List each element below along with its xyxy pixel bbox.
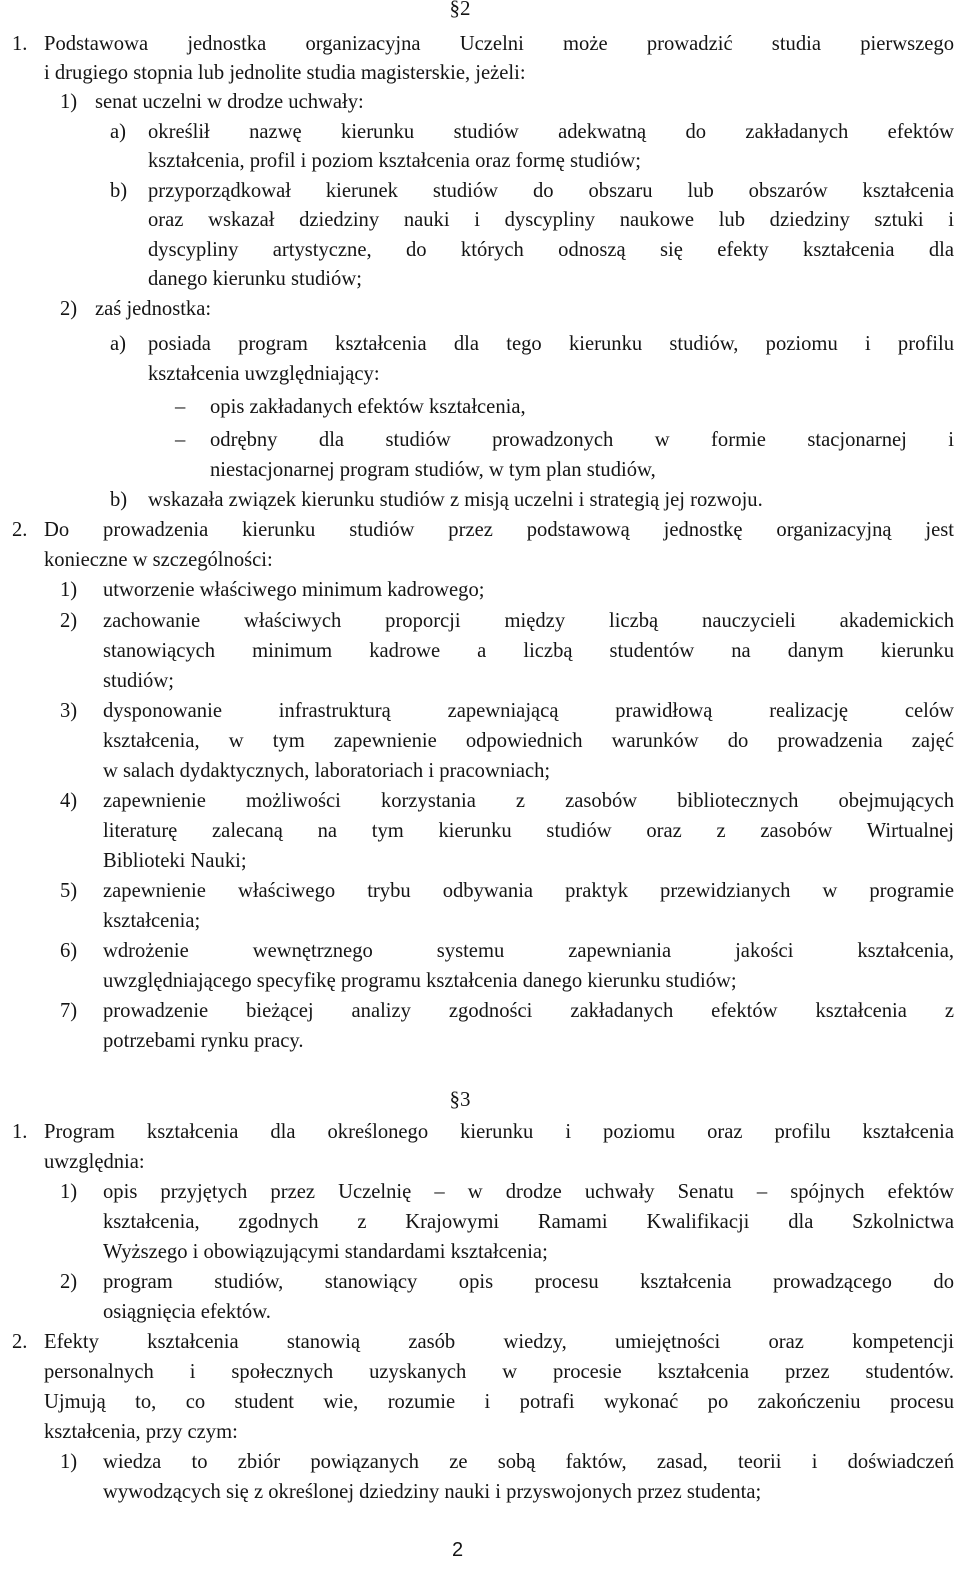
- text-line: zaś jednostka:: [95, 298, 212, 320]
- text-line: zapewnienie właściwego trybu odbywania praktyk przewidzianych w programie: [103, 880, 954, 902]
- item-letter: b): [110, 180, 128, 202]
- text-line: Do prowadzenia kierunku studiów przez podstawową jednostkę organizacyjną jest: [44, 519, 954, 541]
- text-line: osiągnięcia efektów.: [103, 1301, 271, 1323]
- text-line: personalnych i społecznych uzyskanych w procesie kształcenia przez studentów.: [44, 1361, 954, 1383]
- item-number: 6): [60, 940, 78, 962]
- paragraph-number: 2.: [12, 1331, 28, 1353]
- paragraph-number: 2.: [12, 519, 28, 541]
- text-line: Wyższego i obowiązującymi standardami kształcenia;: [103, 1241, 548, 1263]
- text-line: przyporządkował kierunek studiów do obszaru lub obszarów kształcenia: [148, 180, 954, 202]
- text-line: Podstawowa jednostka organizacyjna Uczelni może prowadzić studia pierwszego: [44, 33, 954, 55]
- item-number: 1): [60, 1181, 78, 1203]
- text-line: oraz wskazał dziedziny nauki i dyscypliny naukowe lub dziedziny sztuki i: [148, 209, 954, 231]
- text-line: wywodzących się z określonej dziedziny nauki i przyswojonych przez studenta;: [103, 1481, 762, 1503]
- text-line: wskazała związek kierunku studiów z misją uczelni i strategią jej rozwoju.: [148, 489, 763, 511]
- text-line: stanowiących minimum kadrowe a liczbą studentów na danym kierunku: [103, 640, 954, 662]
- text-line: dyscypliny artystyczne, do których odnoszą się efekty kształcenia dla: [148, 239, 954, 261]
- text-line: studiów;: [103, 670, 174, 692]
- item-number: 7): [60, 1000, 78, 1022]
- text-line: uwzględnia:: [44, 1151, 145, 1173]
- text-line: kształcenia, w tym zapewnienie odpowiednich warunków do prowadzenia zajęć: [103, 730, 954, 752]
- text-line: program studiów, stanowiący opis procesu kształcenia prowadzącego do: [103, 1271, 954, 1293]
- paragraph-number: 1.: [12, 1121, 28, 1143]
- text-line: kształcenia, przy czym:: [44, 1421, 238, 1443]
- text-line: konieczne w szczególności:: [44, 549, 273, 571]
- item-number: 4): [60, 790, 78, 812]
- text-line: zapewnienie możliwości korzystania z zasobów bibliotecznych obejmujących: [103, 790, 954, 812]
- text-line: wdrożenie wewnętrznego systemu zapewniania jakości kształcenia,: [103, 940, 954, 962]
- text-line: i drugiego stopnia lub jednolite studia magisterskie, jeżeli:: [44, 62, 526, 84]
- text-line: kształcenia, profil i poziom kształcenia oraz formę studiów;: [148, 150, 641, 172]
- dash-bullet: –: [175, 429, 186, 451]
- item-number: 1): [60, 579, 78, 601]
- item-number: 3): [60, 700, 78, 722]
- text-line: kształcenia uwzględniający:: [148, 363, 380, 385]
- item-letter: a): [110, 333, 126, 355]
- text-line: Program kształcenia dla określonego kierunku i poziomu oraz profilu kształcenia: [44, 1121, 954, 1143]
- page-number: 2: [451, 1539, 464, 1561]
- dash-bullet: –: [175, 396, 186, 418]
- text-line: danego kierunku studiów;: [148, 268, 362, 290]
- text-line: opis zakładanych efektów kształcenia,: [210, 396, 526, 418]
- text-line: Ujmują to, co student wie, rozumie i potrafi wykonać po zakończeniu procesu: [44, 1391, 954, 1413]
- item-number: 2): [60, 610, 78, 632]
- item-number: 2): [60, 298, 78, 320]
- text-line: literaturę zalecaną na tym kierunku studiów oraz z zasobów Wirtualnej: [103, 820, 954, 842]
- text-line: utworzenie właściwego minimum kadrowego;: [103, 579, 485, 601]
- text-line: posiada program kształcenia dla tego kierunku studiów, poziomu i profilu: [148, 333, 954, 355]
- item-number: 2): [60, 1271, 78, 1293]
- paragraph-number: 1.: [12, 33, 28, 55]
- text-line: opis przyjętych przez Uczelnię – w drodze uchwały Senatu – spójnych efektów: [103, 1181, 954, 1203]
- item-number: 5): [60, 880, 78, 902]
- text-line: Biblioteki Nauki;: [103, 850, 247, 872]
- text-line: senat uczelni w drodze uchwały:: [95, 91, 364, 113]
- text-line: Efekty kształcenia stanowią zasób wiedzy, umiejętności oraz kompetencji: [44, 1331, 954, 1353]
- item-letter: b): [110, 489, 128, 511]
- text-line: wiedza to zbiór powiązanych ze sobą faktów, zasad, teorii i doświadczeń: [103, 1451, 954, 1473]
- text-line: dysponowanie infrastrukturą zapewniającą prawidłową realizację celów: [103, 700, 954, 722]
- text-line: odrębny dla studiów prowadzonych w formie stacjonarnej i: [210, 429, 954, 451]
- text-line: kształcenia;: [103, 910, 201, 932]
- text-line: kształcenia, zgodnych z Krajowymi Ramami Kwalifikacji dla Szkolnictwa: [103, 1211, 954, 1233]
- text-line: zachowanie właściwych proporcji między liczbą nauczycieli akademickich: [103, 610, 954, 632]
- text-line: prowadzenie bieżącej analizy zgodności zakładanych efektów kształcenia z: [103, 1000, 954, 1022]
- item-number: 1): [60, 91, 78, 113]
- section-3-heading: §3: [449, 1087, 471, 1111]
- text-line: niestacjonarnej program studiów, w tym plan studiów,: [210, 459, 656, 481]
- section-2-heading: §2: [449, 0, 471, 20]
- item-number: 1): [60, 1451, 78, 1473]
- text-line: uwzględniającego specyfikę programu kształcenia danego kierunku studiów;: [103, 970, 737, 992]
- text-line: w salach dydaktycznych, laboratoriach i pracowniach;: [103, 760, 551, 782]
- item-letter: a): [110, 121, 126, 143]
- text-line: potrzebami rynku pracy.: [103, 1030, 304, 1052]
- text-line: określił nazwę kierunku studiów adekwatną do zakładanych efektów: [148, 121, 954, 143]
